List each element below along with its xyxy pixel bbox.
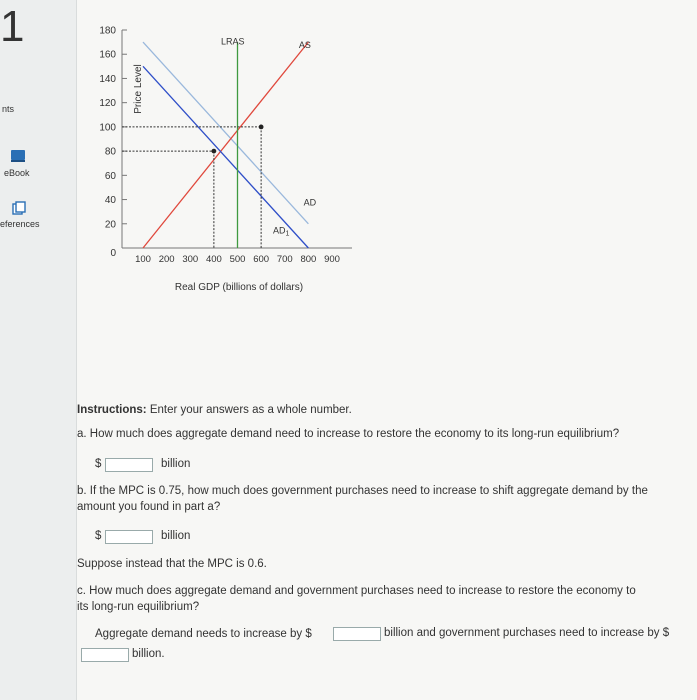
main-content (77, 0, 697, 700)
chart (77, 0, 377, 300)
x-tick-label: 600 (253, 254, 270, 265)
instructions-bold: Instructions: (77, 404, 147, 416)
part-a-unit: billion (161, 458, 191, 470)
x-tick-label: 500 (229, 254, 246, 265)
y-tick-label: 140 (99, 73, 116, 85)
curve-label: AD (303, 197, 317, 208)
part-a-dollar: $ (95, 458, 102, 470)
x-tick-label: 300 (182, 254, 199, 265)
y-axis-label: Price Level (133, 64, 144, 114)
part-b-answer-input[interactable] (105, 530, 153, 544)
equilibrium-point (211, 149, 216, 154)
x-tick-label: 100 (135, 254, 151, 265)
series-ad-line (143, 66, 308, 248)
curve-label: $AD_1$ (272, 225, 290, 238)
x-tick-label: 400 (205, 254, 222, 265)
series-ad1-line (143, 42, 308, 224)
curve-label: AS (298, 40, 311, 51)
part-c-answer-mid: billion and government purchases need to increase by $ (384, 627, 670, 639)
part-c-answer-suffix: billion. (132, 648, 165, 660)
instructions-text: Enter your answers as a whole number. (146, 404, 352, 416)
part-c-government-purchases-input[interactable] (81, 648, 129, 662)
y-tick-label: 60 (104, 170, 116, 182)
sidebar-item-ebook[interactable]: eBook (4, 168, 30, 178)
sidebar-item-points-label: nts (2, 104, 15, 114)
x-tick-label: 700 (276, 254, 293, 265)
suppose-text: Suppose instead that the MPC is 0.6. (77, 558, 267, 570)
sidebar (0, 0, 77, 700)
y-tick-label: 80 (104, 146, 116, 158)
part-a-question: a. How much does aggregate demand need to increase to restore the economy to its long-run equilibrium? (77, 428, 620, 440)
y-tick-label: 20 (104, 219, 116, 231)
y-tick-label: 100 (99, 122, 116, 134)
y-tick-label: 160 (99, 49, 116, 61)
y-tick-label: 120 (99, 98, 116, 110)
x-axis-label: Real GDP (billions of dollars) (174, 282, 304, 293)
curve-label: LRAS (220, 36, 245, 47)
instructions (77, 403, 352, 419)
part-b-question-line1: b. If the MPC is 0.75, how much does government purchases need to increase to shift aggregate demand by the (77, 485, 648, 497)
part-b-dollar: $ (95, 530, 102, 542)
part-c-question-line2: its long-run equilibrium? (77, 601, 200, 613)
x-tick-label: 800 (300, 254, 317, 265)
part-c-question-line1: c. How much does aggregate demand and government purchases need to increase to restore the economy to (77, 585, 636, 597)
sidebar-item-references[interactable]: eferences (0, 219, 40, 229)
part-a-answer-input[interactable] (105, 458, 153, 472)
origin-label: 0 (110, 248, 116, 259)
references-icon[interactable] (12, 201, 26, 220)
y-tick-label: 40 (104, 195, 116, 207)
part-c-aggregate-demand-input[interactable] (333, 627, 381, 641)
equilibrium-point (259, 124, 264, 129)
y-tick-label: 180 (99, 25, 116, 37)
part-c-answer-prefix: Aggregate demand needs to increase by $ (95, 628, 312, 640)
x-tick-label: 200 (158, 254, 175, 265)
series-as-line (143, 42, 308, 248)
part-b-question-line2: amount you found in part a? (77, 501, 221, 513)
ebook-icon[interactable] (10, 149, 26, 168)
part-b-unit: billion (161, 530, 191, 542)
question-number: 1 (0, 2, 25, 51)
x-tick-label: 900 (324, 254, 340, 265)
